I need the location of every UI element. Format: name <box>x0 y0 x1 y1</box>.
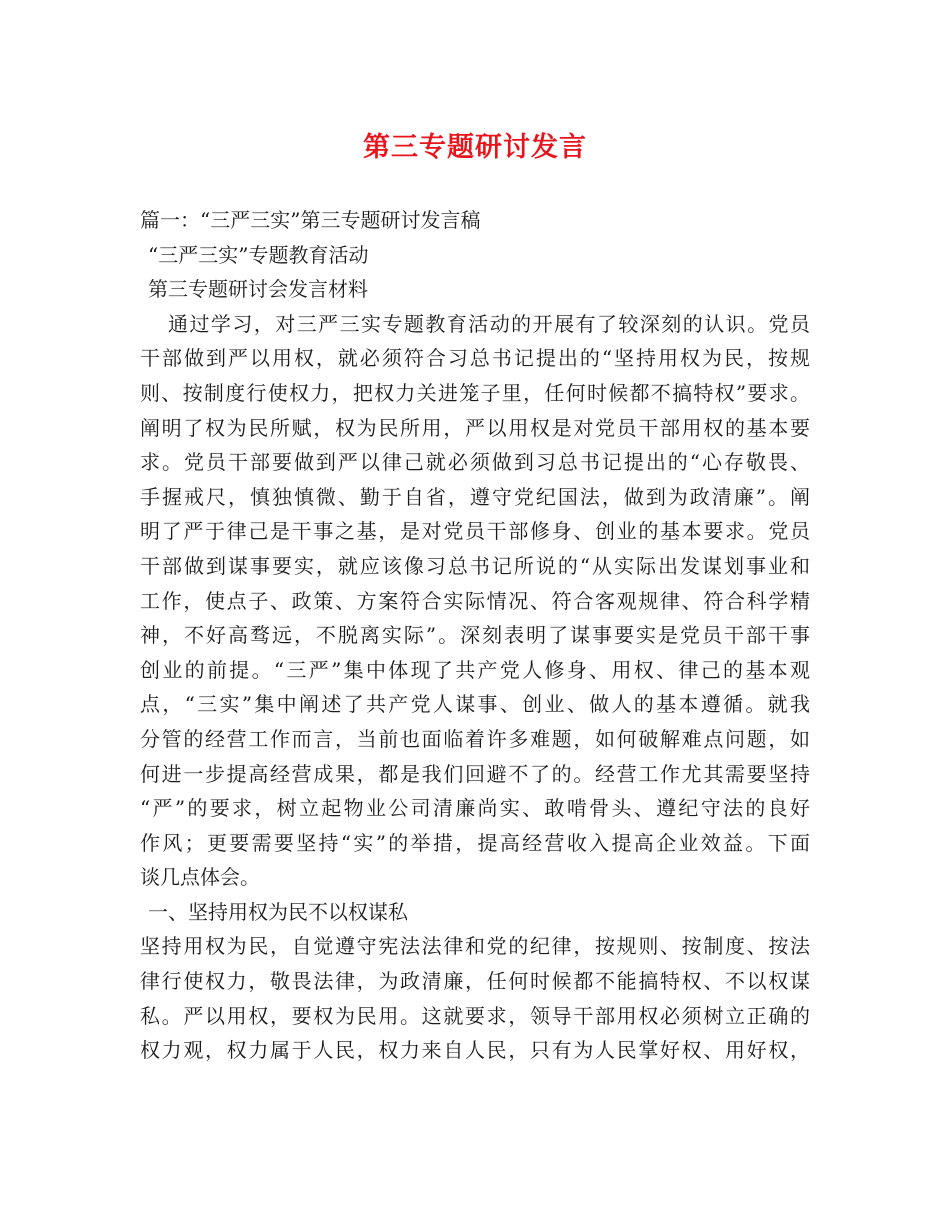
paragraph-line: 干部做到严以用权，就必须符合习总书记提出的“坚持用权为民，按规 <box>140 346 810 371</box>
paragraph-line: 阐明了权为民所赋，权为民所用，严以用权是对党员干部用权的基本要 <box>140 415 810 440</box>
document-body <box>140 203 810 1068</box>
paragraph-line: 权力观，权力属于人民，权力来自人民，只有为人民掌好权、用好权， <box>140 1038 810 1063</box>
paragraph-line: 何进一步提高经营成果，都是我们回避不了的。经营工作尤其需要坚持 <box>140 761 810 786</box>
subheading-line: 第三专题研讨会发言材料 <box>148 277 368 302</box>
paragraph-line: 谈几点体会。 <box>140 865 260 890</box>
paragraph-line: 神，不好高骛远，不脱离实际”。深刻表明了谋事要实是党员干部干事 <box>140 623 810 648</box>
paragraph-line: 点，“三实”集中阐述了共产党人谋事、创业、做人的基本遵循。就我 <box>140 692 810 717</box>
paragraph-line: 手握戒尺，慎独慎微、勤于自省，遵守党纪国法，做到为政清廉”。阐 <box>140 484 810 509</box>
heading-line: 篇一：“三严三实”第三专题研讨发言稿 <box>140 208 481 232</box>
paragraph-line: “严”的要求，树立起物业公司清廉尚实、敢啃骨头、遵纪守法的良好 <box>140 796 810 821</box>
paragraph-line: 求。党员干部要做到严以律己就必须做到习总书记提出的“心存敬畏、 <box>140 450 810 475</box>
paragraph-line: 工作，使点子、政策、方案符合实际情况、符合客观规律、符合科学精 <box>140 588 810 613</box>
paragraph-line: 明了严于律己是干事之基，是对党员干部修身、创业的基本要求。党员 <box>140 519 810 544</box>
paragraph-line: 分管的经营工作而言，当前也面临着许多难题，如何破解难点问题，如 <box>140 726 810 751</box>
paragraph-line: 律行使权力，敬畏法律，为政清廉，任何时候都不能搞特权、不以权谋 <box>140 969 810 994</box>
paragraph-line: 干部做到谋事要实，就应该像习总书记所说的“从实际出发谋划事业和 <box>140 553 810 578</box>
paragraph-line: 坚持用权为民，自觉遵守宪法法律和党的纪律，按规则、按制度、按法 <box>140 934 810 959</box>
section-heading: 一、坚持用权为民不以权谋私 <box>148 899 408 924</box>
paragraph-line: 作风；更要需要坚持“实”的举措，提高经营收入提高企业效益。下面 <box>140 830 810 855</box>
paragraph-line: 私。严以用权，要权为民用。这就要求，领导干部用权必须树立正确的 <box>140 1003 810 1028</box>
subheading-line: “三严三实”专题教育活动 <box>148 242 369 267</box>
paragraph-line: 创业的前提。“三严”集中体现了共产党人修身、用权、律己的基本观 <box>140 657 810 682</box>
paragraph-line: 则、按制度行使权力，把权力关进笼子里，任何时候都不搞特权”要求。 <box>140 380 810 405</box>
paragraph-line: 通过学习，对三严三实专题教育活动的开展有了较深刻的认识。党员 <box>168 311 810 336</box>
document-title: 第三专题研讨发言 <box>363 132 587 163</box>
